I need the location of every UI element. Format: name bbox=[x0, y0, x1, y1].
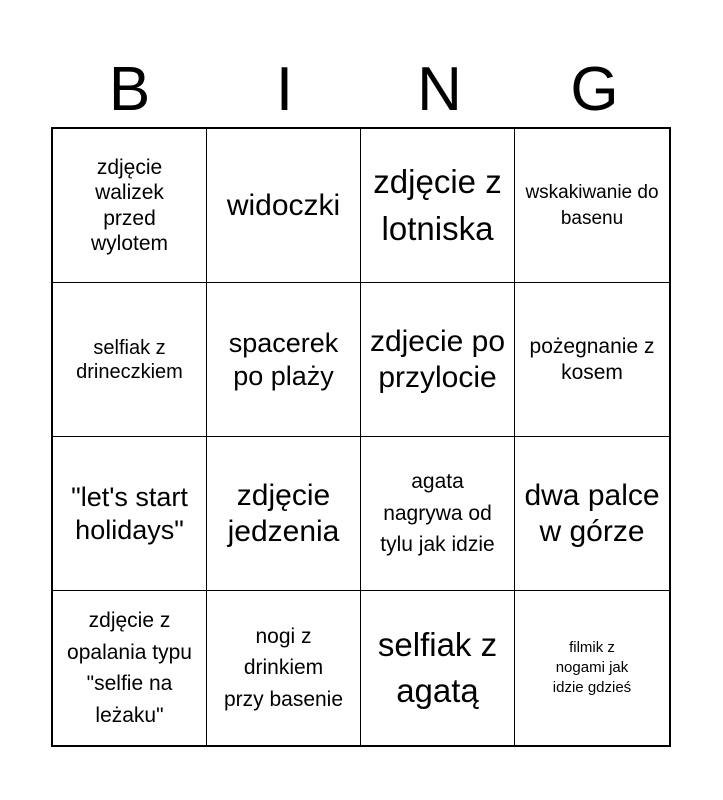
bingo-cell-3[interactable]: zdjęcie z lotniska bbox=[361, 129, 515, 283]
bingo-cell-10[interactable]: zdjęcie jedzenia bbox=[207, 437, 361, 591]
bingo-grid bbox=[51, 127, 671, 747]
bingo-cell-12[interactable]: dwa palce w górze bbox=[515, 437, 669, 591]
bingo-cell-14[interactable]: nogi z drinkiem przy basenie bbox=[207, 591, 361, 745]
header-letter-i: I bbox=[275, 55, 294, 124]
bingo-cell-5[interactable]: selfiak z drineczkiem bbox=[53, 283, 207, 437]
header-letter-n: N bbox=[417, 55, 462, 124]
bingo-cell-11[interactable]: agata nagrywa od tylu jak idzie bbox=[361, 437, 515, 591]
bingo-cell-16[interactable]: filmik z nogami jak idzie gdzieś bbox=[552, 638, 632, 697]
bingo-header bbox=[52, 52, 672, 128]
bingo-cell-8[interactable]: pożegnanie z kosem bbox=[515, 283, 669, 437]
bingo-cell-9[interactable]: "let's start holidays" bbox=[53, 437, 207, 591]
bingo-cell-6[interactable]: spacerek po plaży bbox=[207, 283, 361, 437]
bingo-cell-7[interactable]: zdjecie po przylocie bbox=[361, 283, 515, 437]
header-letter-b: B bbox=[108, 55, 151, 124]
bingo-cell-13[interactable]: zdjęcie z opalania typu "selfie na leżaku" bbox=[53, 591, 207, 745]
bingo-cell-2[interactable]: widoczki bbox=[207, 129, 361, 283]
bingo-cell-1[interactable]: zdjęcie walizek przed wylotem bbox=[53, 129, 207, 283]
bingo-cell-15[interactable]: selfiak z agatą bbox=[361, 591, 515, 745]
bingo-cell-4[interactable]: wskakiwanie do basenu bbox=[515, 129, 669, 283]
header-letter-g: G bbox=[570, 55, 619, 124]
